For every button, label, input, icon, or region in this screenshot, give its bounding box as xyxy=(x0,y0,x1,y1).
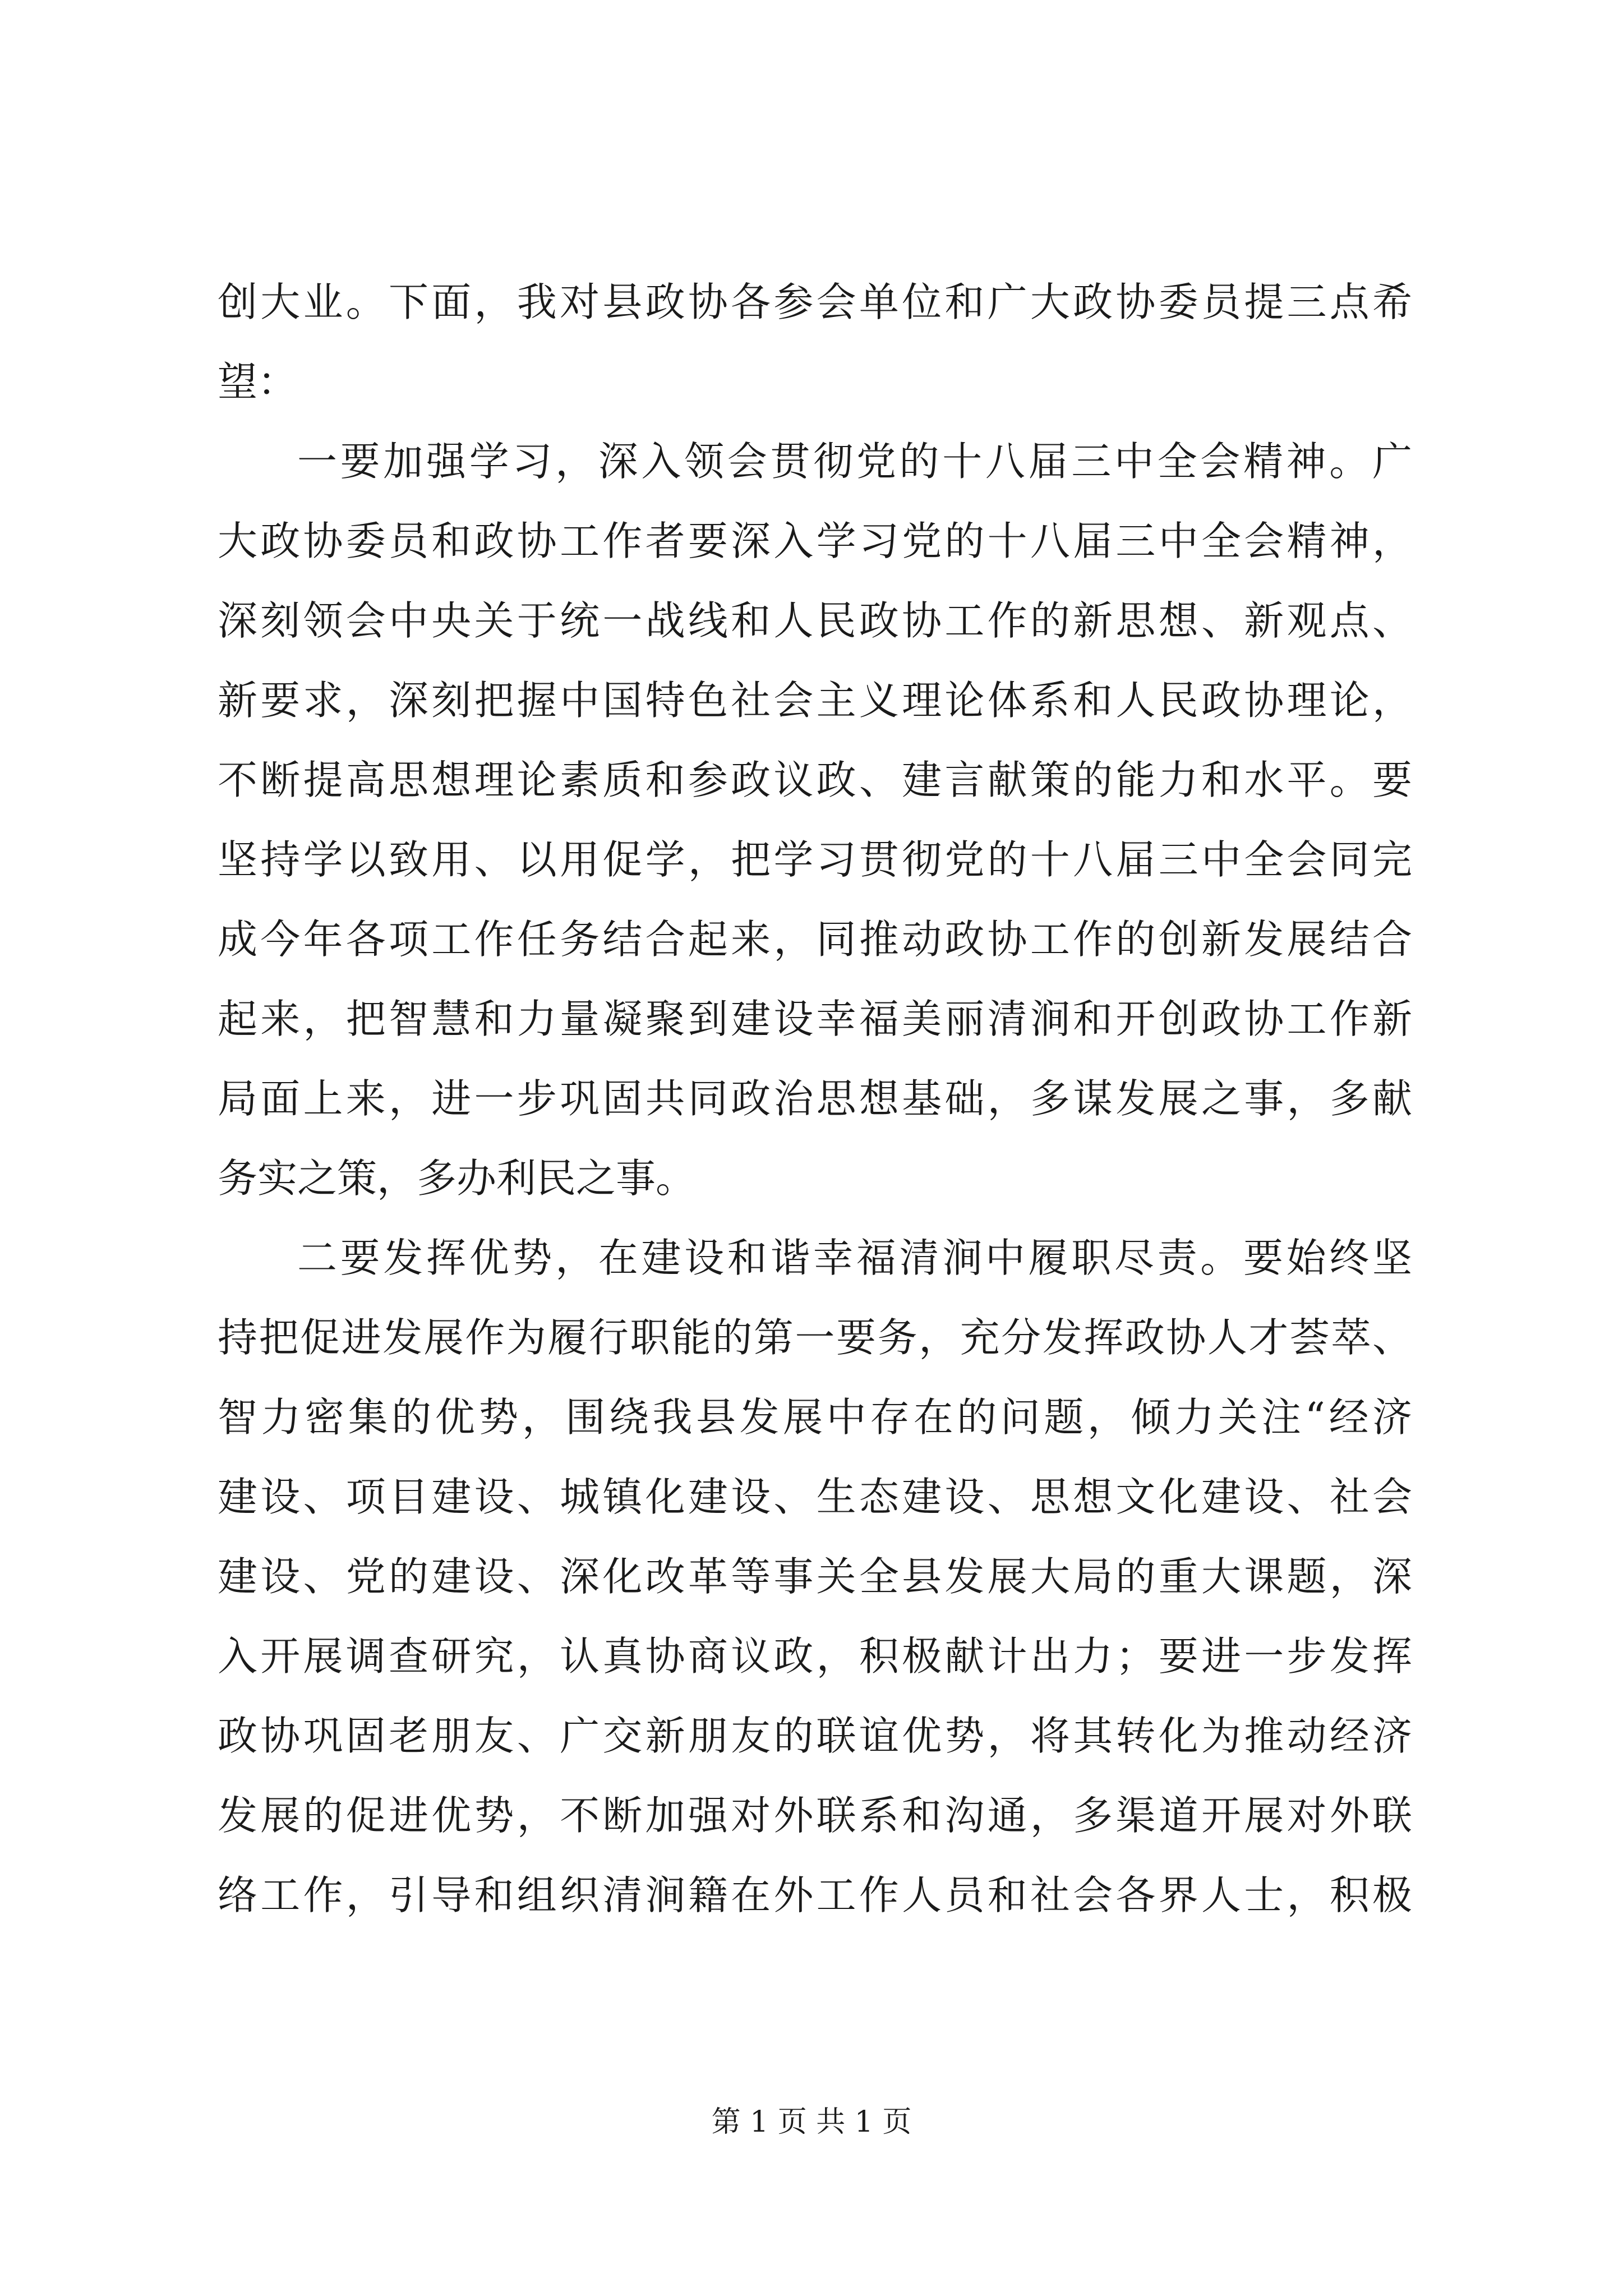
page-footer xyxy=(0,2102,1623,2142)
text-line: 持把促进发展作为履行职能的第一要务，充分发挥政协人才荟萃、 xyxy=(218,1314,1412,1361)
text-line: 政协巩固老朋友、广交新朋友的联谊优势，将其转化为推动经济 xyxy=(218,1713,1412,1759)
text-line: 望： xyxy=(218,358,298,405)
document-body xyxy=(218,263,1412,1935)
paragraph-first-line: 二要发挥优势，在建设和谐幸福清涧中履职尽责。要始终坚 xyxy=(297,1235,1412,1281)
text-line: 发展的促进优势，不断加强对外联系和沟通，多渠道开展对外联 xyxy=(218,1792,1412,1839)
text-line: 成今年各项工作任务结合起来，同推动政协工作的创新发展结合 xyxy=(218,916,1412,963)
text-line: 深刻领会中央关于统一战线和人民政协工作的新思想、新观点、 xyxy=(218,597,1412,644)
text-line: 大政协委员和政协工作者要深入学习党的十八届三中全会精神， xyxy=(218,518,1412,564)
text-line: 务实之策，多办利民之事。 xyxy=(218,1155,696,1202)
text-line: 入开展调查研究，认真协商议政，积极献计出力；要进一步发挥 xyxy=(218,1633,1412,1680)
text-line: 不断提高思想理论素质和参政议政、建言献策的能力和水平。要 xyxy=(218,757,1412,803)
page-number: 第 1 页 共 1 页 xyxy=(711,2105,912,2139)
text-line: 坚持学以致用、以用促学，把学习贯彻党的十八届三中全会同完 xyxy=(218,836,1412,883)
text-line: 建设、项目建设、城镇化建设、生态建设、思想文化建设、社会 xyxy=(218,1474,1412,1520)
text-line: 智力密集的优势，围绕我县发展中存在的问题，倾力关注“经济 xyxy=(218,1394,1412,1441)
text-line: 建设、党的建设、深化改革等事关全县发展大局的重大课题，深 xyxy=(218,1553,1412,1600)
text-line: 新要求，深刻把握中国特色社会主义理论体系和人民政协理论， xyxy=(218,677,1412,724)
text-line: 起来，把智慧和力量凝聚到建设幸福美丽清涧和开创政协工作新 xyxy=(218,996,1412,1042)
text-line: 络工作，引导和组织清涧籍在外工作人员和社会各界人士，积极 xyxy=(218,1872,1412,1918)
text-line: 创大业。下面，我对县政协各参会单位和广大政协委员提三点希 xyxy=(218,279,1412,325)
paragraph-first-line: 一要加强学习，深入领会贯彻党的十八届三中全会精神。广 xyxy=(297,438,1412,485)
text-line: 局面上来，进一步巩固共同政治思想基础，多谋发展之事，多献 xyxy=(218,1075,1412,1122)
